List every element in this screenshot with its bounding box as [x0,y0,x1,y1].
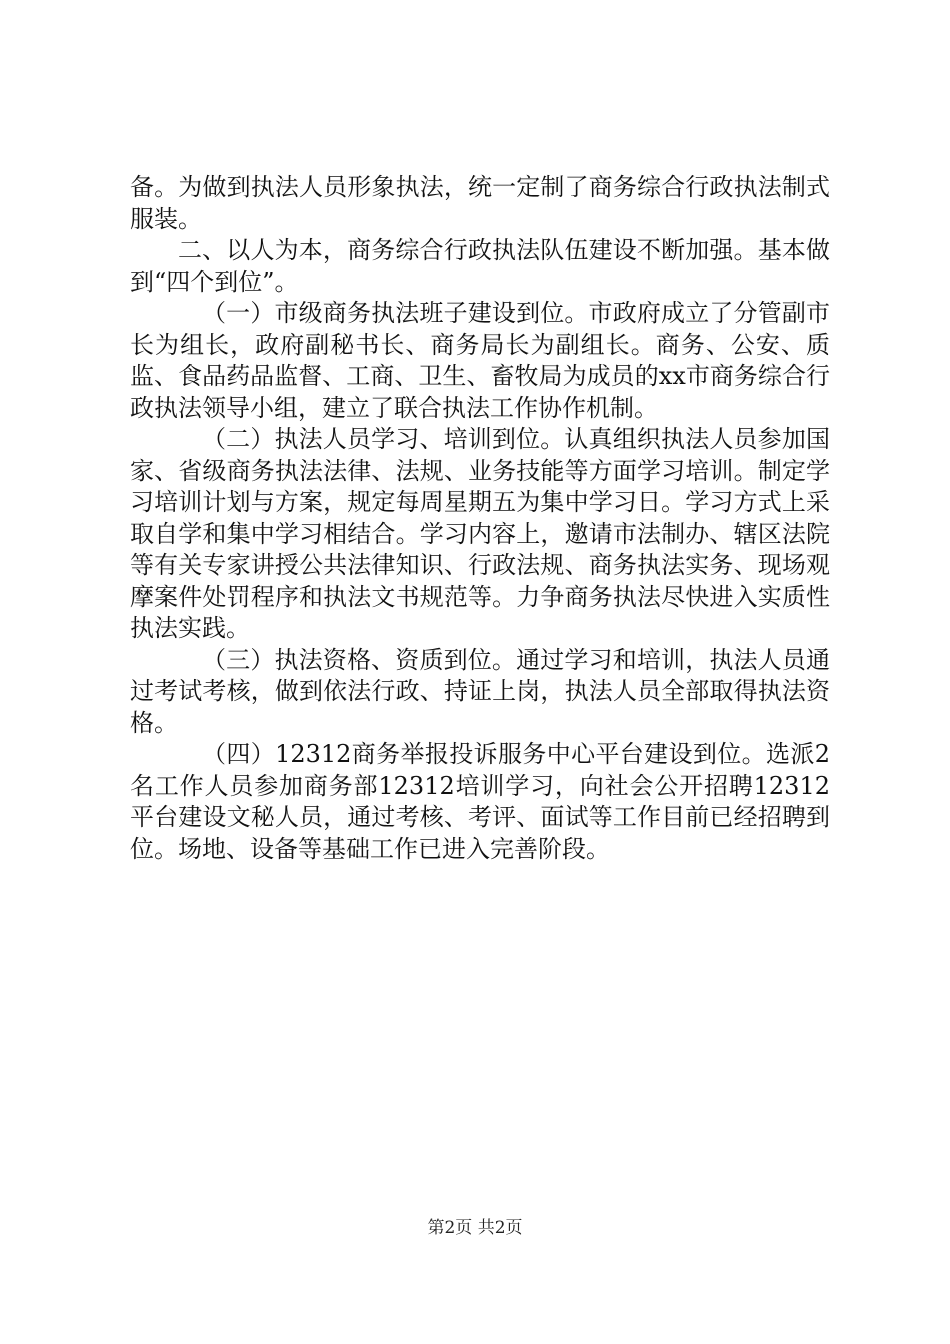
paragraph-item-one: （一）市级商务执法班子建设到位。市政府成立了分管副市长为组长，政府副秘书长、商务局长为副组长。商务、公安、质监、食品药品监督、工商、卫生、畜牧局为成员的xx市商务综合行政执法领导小组，建立了联合执法工作协作机制。 [130,299,830,422]
document-body [130,172,830,865]
paragraph-section-two: 二、以人为本，商务综合行政执法队伍建设不断加强。基本做到“四个到位”。 [130,236,830,296]
paragraph-item-four: （四）12312商务举报投诉服务中心平台建设到位。选派2名工作人员参加商务部12312培训学习，向社会公开招聘12312平台建设文秘人员，通过考核、考评、面试等工作目前已经招聘到位。场地、设备等基础工作已进入完善阶段。 [130,740,830,863]
paragraph-continuation: 备。为做到执法人员形象执法，统一定制了商务综合行政执法制式服装。 [130,173,830,233]
page-footer [0,1213,950,1238]
page-number-label: 第2页 共2页 [427,1218,523,1238]
paragraph-item-three: （三）执法资格、资质到位。通过学习和培训，执法人员通过考试考核，做到依法行政、持证上岗，执法人员全部取得执法资格。 [130,645,830,737]
paragraph-item-two: （二）执法人员学习、培训到位。认真组织执法人员参加国家、省级商务执法法律、法规、业务技能等方面学习培训。制定学习培训计划与方案，规定每周星期五为集中学习日。学习方式上采取自学和集中学习相结合。学习内容上，邀请市法制办、辖区法院等有关专家讲授公共法律知识、行政法规、商务执法实务、现场观摩案件处罚程序和执法文书规范等。力争商务执法尽快进入实质性执法实践。 [130,425,830,642]
